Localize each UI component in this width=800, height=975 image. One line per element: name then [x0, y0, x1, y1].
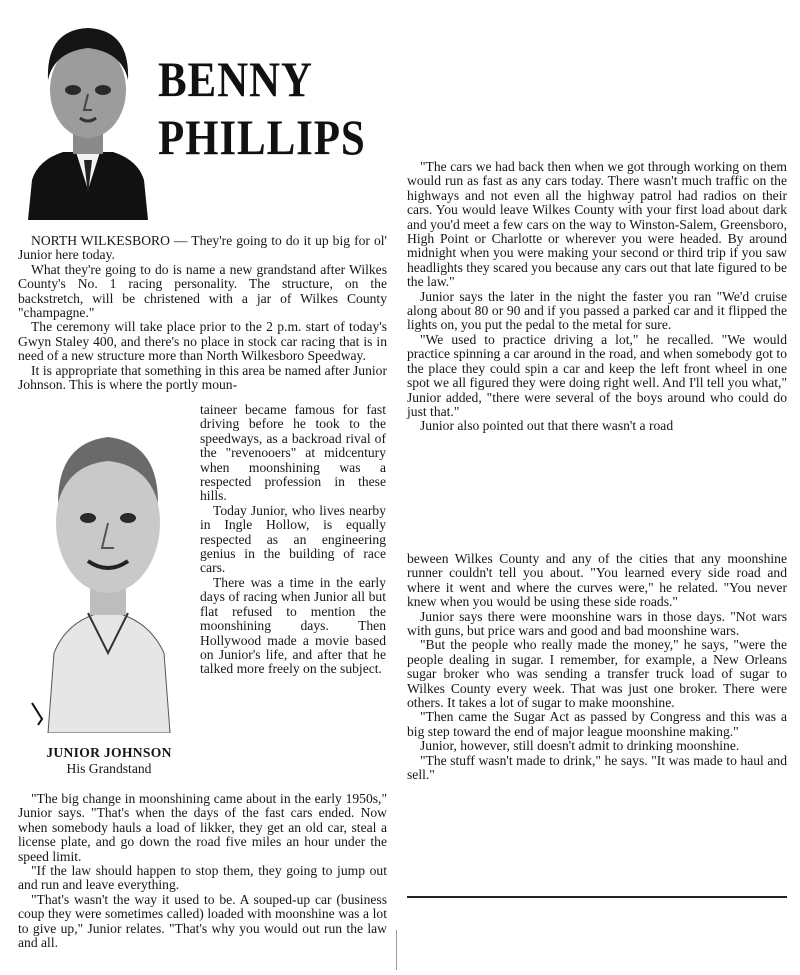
- article-end-rule: [407, 896, 787, 898]
- wrap-text-column: [200, 403, 386, 677]
- masthead-line-1: BENNY: [158, 51, 313, 107]
- junior-johnson-photo: [18, 403, 198, 733]
- caption-name: JUNIOR JOHNSON: [46, 745, 172, 760]
- paragraph: beween Wilkes County and any of the cities that any moonshine runner couldn't tell you about. "You learned every side road and where it went and where the curves were," he related. "You never knew when you would be using these side roads.": [407, 551, 787, 610]
- paragraph: Junior says the later in the night the faster you ran "We'd cruise along about 80 or 90 and if you passed a parked car and it flipped the lights on, you put the pedal to the metal for sure.: [407, 288, 787, 333]
- column-masthead: [158, 50, 366, 166]
- caption-subtitle: His Grandstand: [66, 761, 152, 776]
- paragraph: "The big change in moonshining came about in the early 1950s," Junior says. "That's when the days of the fast cars ended. Now when somebody hauls a load of likker, they get an old car, steal a license plate, and go down the road five miles an hour under the speed limit.: [18, 791, 387, 864]
- right-column-top: [407, 160, 787, 434]
- paragraph: "That's wasn't the way it used to be. A souped-up car (business coup they were sometimes called) loaded with moonshine was a lot to give up," Junior relates. "That's why you would out run the law and all.: [18, 891, 387, 951]
- left-column-top: [18, 234, 387, 392]
- paragraph: It is appropriate that something in this area be named after Junior Johnson. This is where the portly moun-: [18, 362, 387, 393]
- paragraph: "But the people who really made the money," he says, "were the people dealing in sugar. I remember, for example, a New Orleans sugar broker who was sending a transfer truck load of sugar to Wilkes County every week. That was just one broker. There were others. It takes a lot of sugar to make moonshine.: [407, 637, 787, 711]
- paragraph: "We used to practice driving a lot," he recalled. "We would practice spinning a car around in the road, and when somebody got to the place they could spin a car and keep the left front wheel in one spot we all figured they were doing right well. And I'll tell you what," Junior added, "there were several of the boys around who could do just that.": [407, 331, 787, 419]
- paragraph: Junior also pointed out that there wasn't a road: [420, 418, 674, 434]
- paragraph: There was a time in the early days of racing when Junior all but flat refused to mention the moonshining days. Then Hollywood made a movie based on Junior's life, and after that he talked more freely on the subject.: [200, 574, 386, 677]
- paragraph: Today Junior, who lives nearby in Ingle Hollow, is equally respected as an engineering genius in the building of race cars.: [200, 502, 386, 576]
- masthead-line-2: PHILLIPS: [158, 109, 366, 165]
- paragraph: NORTH WILKESBORO — They're going to do it up big for ol' Junior here today.: [18, 233, 387, 263]
- paragraph: Junior says there were moonshine wars in those days. "Not wars with guns, but price wars and good and bad moonshine wars.: [407, 608, 787, 639]
- right-column-bottom: [407, 552, 787, 783]
- paragraph: "If the law should happen to stop them, they going to jump out and run and leave everything.: [18, 863, 387, 893]
- paragraph: "The cars we had back then when we got through working on them would run as fast as any cars today. There wasn't much traffic on the highways and not even all the highway patrol had radios on their cars. You would leave Wilkes County with your first load about dark and you'd meet a few cars on the way to Winston-Salem, Greensboro, High Point or Charlotte or wherever you were headed. By around midnight when you were making your second or third trip if you saw headlights they scared you because any cars out that late figured to be the law.": [407, 159, 787, 290]
- paragraph: "The stuff wasn't made to drink," he says. "It was made to haul and sell.": [407, 752, 787, 783]
- photo-caption: [18, 745, 200, 777]
- paragraph: "Then came the Sugar Act as passed by Congress and this was a big step toward the end of major league moonshine making.": [407, 709, 787, 739]
- paragraph: Junior, however, still doesn't admit to drinking moonshine.: [420, 738, 740, 754]
- columnist-portrait: [18, 10, 158, 220]
- paragraph: taineer became famous for fast driving before he took to the speedways, as a backroad rival of the "revenooers" at midcentury when moonshining was a respected profession in these hills.: [200, 402, 386, 504]
- paragraph: The ceremony will take place prior to the 2 p.m. start of today's Gwyn Staley 400, and there's no place in stock car racing that is in need of a new structure more than North Wilkesboro Speedway.: [18, 319, 387, 364]
- left-column-bottom: [18, 792, 387, 950]
- column-divider: [396, 930, 397, 970]
- paragraph: What they're going to do is name a new grandstand after Wilkes County's No. 1 racing personality. The structure, on the backstretch, will be christened with a jar of Wilkes County "champagne.": [18, 261, 387, 321]
